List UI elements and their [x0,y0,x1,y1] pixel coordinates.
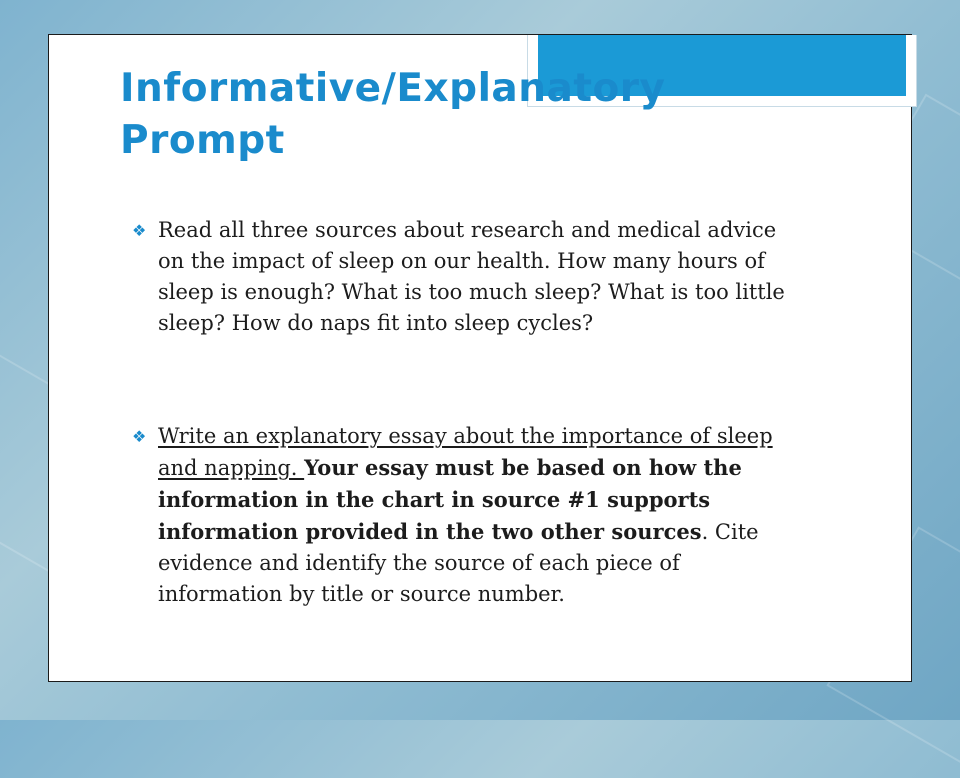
diamond-bullet-icon: ❖ [132,427,147,446]
underlined-instruction: Write an explanatory essay about the importance of sleep and napping. [158,424,773,480]
citation-instruction: . Cite evidence and identify the source of each piece of information by title or source number. [158,520,759,606]
diamond-bullet-icon: ❖ [132,221,147,240]
bullet-text-2 [158,421,806,610]
bullet-text-1: Read all three sources about research and medical advice on the impact of sleep on our health. How many hours of sleep is enough? What is too much sleep? What is too little sleep? How do naps fit into sleep cycles? [158,218,785,335]
bullet-item-2 [132,421,812,610]
bullet-item-1 [132,215,812,339]
slide-title: Informative/Explanatory Prompt [120,66,666,163]
bold-requirement: Your essay must be based on how the information in the chart in source #1 supports information provided in the two other sources [158,455,742,544]
